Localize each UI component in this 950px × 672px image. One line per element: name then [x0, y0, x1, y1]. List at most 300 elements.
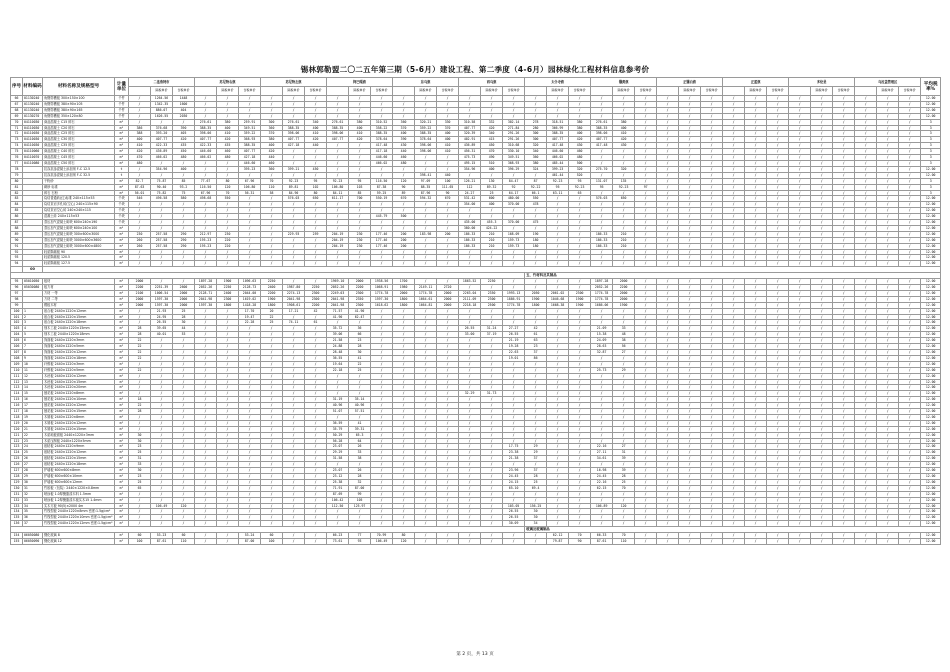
cell-seq: 101 — [11, 314, 23, 320]
cell-empty: / — [481, 456, 503, 462]
cell-empty: / — [877, 468, 899, 474]
cell-empty: / — [811, 249, 833, 255]
cell-empty: / — [789, 367, 811, 373]
cell-price: 360 — [525, 155, 547, 161]
cell-avg: 12.00 — [921, 450, 941, 456]
cell-empty: / — [745, 225, 767, 231]
cell-price: 407.77 — [547, 137, 569, 143]
cell-price: 24.15 — [503, 479, 525, 485]
cell-empty: / — [701, 503, 723, 509]
cell-empty: / — [899, 214, 921, 220]
cell-seq: 100 — [11, 308, 23, 314]
cell-price: 74.11 — [283, 320, 305, 326]
cell-name: 刨花板 2440×1220×10mm — [43, 397, 115, 403]
cell-empty: / — [173, 497, 195, 503]
cell-price: 70 — [569, 533, 591, 539]
cell-price: 435 — [217, 143, 239, 149]
cell-avg: 12.00 — [921, 379, 941, 385]
cell-empty: / — [569, 485, 591, 491]
cell-empty: / — [679, 255, 701, 261]
cell-empty: / — [613, 432, 635, 438]
cell-price: 87.61 — [591, 538, 613, 544]
cell-price: 2200 — [129, 285, 151, 291]
cell-empty: / — [195, 438, 217, 444]
cell-empty: / — [635, 160, 657, 166]
cell-price: 359.22 — [415, 125, 437, 131]
cell-price: 2720 — [437, 285, 459, 291]
cell-empty: / — [833, 491, 855, 497]
cell-empty: / — [503, 279, 525, 285]
cell-empty: / — [327, 208, 349, 214]
cell-empty: / — [833, 349, 855, 355]
cell-empty: / — [679, 302, 701, 308]
cell-empty: / — [503, 249, 525, 255]
cell-empty: / — [789, 214, 811, 220]
cell-empty: / — [789, 456, 811, 462]
cell-unit: 千件 — [115, 107, 129, 113]
cell-empty: / — [701, 515, 723, 521]
cell-empty: / — [877, 220, 899, 226]
cell-empty: / — [613, 202, 635, 208]
header-name: 材料名称及规格型号 — [43, 78, 115, 96]
cell-empty: / — [305, 515, 327, 521]
cell-empty: / — [767, 237, 789, 243]
cell-empty: / — [547, 426, 569, 432]
cell-code: 04110030 — [23, 119, 43, 125]
cell-empty: / — [371, 308, 393, 314]
cell-price: 1600 — [173, 101, 195, 107]
cell-empty: / — [481, 485, 503, 491]
cell-empty: / — [305, 438, 327, 444]
header-tax-excluded: 除税单价 — [613, 87, 635, 96]
cell-empty: / — [547, 450, 569, 456]
cell-price: 422.33 — [151, 143, 173, 149]
cell-empty: / — [657, 125, 679, 131]
cell-empty: / — [569, 320, 591, 326]
cell-empty: / — [745, 409, 767, 415]
cell-avg: 12.00 — [921, 166, 941, 172]
cell-empty: / — [305, 113, 327, 119]
cell-price: 32 — [349, 479, 371, 485]
cell-empty: / — [283, 521, 305, 527]
section-code: 00 — [23, 267, 43, 273]
cell-empty: / — [371, 385, 393, 391]
cell-empty: / — [569, 101, 591, 107]
cell-price: 87.61 — [151, 538, 173, 544]
cell-empty: / — [547, 107, 569, 113]
cell-price: 2250 — [305, 285, 327, 291]
cell-price: 29 — [613, 367, 635, 373]
cell-empty: / — [195, 468, 217, 474]
cell-price: 190 — [525, 231, 547, 237]
cell-empty: / — [195, 113, 217, 119]
cell-empty: / — [283, 220, 305, 226]
cell-avg: 12.00 — [921, 391, 941, 397]
cell-price: 90.40 — [151, 184, 173, 190]
cell-price: 531.42 — [459, 196, 481, 202]
cell-empty: / — [371, 261, 393, 267]
cell-price: 400 — [393, 131, 415, 137]
cell-empty: / — [613, 420, 635, 426]
cell-empty: / — [217, 172, 239, 178]
cell-empty: / — [415, 432, 437, 438]
cell-empty: / — [437, 379, 459, 385]
cell-empty: / — [767, 367, 789, 373]
cell-empty: / — [415, 468, 437, 474]
cell-empty: / — [371, 338, 393, 344]
cell-price: 440 — [393, 149, 415, 155]
cell-code: 35 — [23, 509, 43, 515]
cell-empty: / — [459, 261, 481, 267]
cell-empty: / — [701, 208, 723, 214]
cell-name: 胶粘板 2440×1220×15mm — [43, 456, 115, 462]
cell-empty: / — [613, 409, 635, 415]
cell-price: 1096.63 — [239, 279, 261, 285]
cell-empty: / — [767, 308, 789, 314]
cell-price: 2300 — [349, 302, 371, 308]
cell-empty: / — [151, 450, 173, 456]
cell-empty: / — [877, 214, 899, 220]
cell-empty: / — [701, 178, 723, 184]
cell-price: 1597.30 — [151, 302, 173, 308]
cell-seq: 132 — [11, 497, 23, 503]
cell-price: 386 — [129, 125, 151, 131]
cell-empty: / — [635, 96, 657, 102]
cell-empty: / — [239, 462, 261, 468]
cell-unit: 千件 — [115, 101, 129, 107]
cell-empty: / — [679, 414, 701, 420]
cell-empty: / — [525, 426, 547, 432]
cell-price: 1897.28 — [195, 279, 217, 285]
cell-empty: / — [371, 344, 393, 350]
cell-empty: / — [261, 96, 283, 102]
cell-price: 26 — [349, 444, 371, 450]
cell-empty: / — [635, 131, 657, 137]
cell-empty: / — [415, 308, 437, 314]
cell-code: 6 — [23, 338, 43, 344]
cell-price: 2052.26 — [195, 285, 217, 291]
cell-empty: / — [679, 137, 701, 143]
cell-price: 466.02 — [151, 155, 173, 161]
cell-empty: / — [173, 172, 195, 178]
cell-empty: / — [283, 426, 305, 432]
cell-price: 28 — [173, 314, 195, 320]
cell-empty: / — [591, 249, 613, 255]
cell-empty: / — [569, 361, 591, 367]
cell-empty: / — [833, 237, 855, 243]
cell-empty: / — [569, 432, 591, 438]
cell-empty: / — [877, 143, 899, 149]
cell-empty: / — [855, 533, 877, 539]
cell-empty: / — [151, 373, 173, 379]
cell-empty: / — [393, 349, 415, 355]
cell-avg: 12.00 — [921, 320, 941, 326]
cell-empty: / — [415, 509, 437, 515]
cell-avg: 12.00 — [921, 349, 941, 355]
cell-empty: / — [635, 214, 657, 220]
cell-empty: / — [569, 214, 591, 220]
cell-empty: / — [261, 255, 283, 261]
cell-empty: / — [723, 220, 745, 226]
cell-price: 320 — [613, 166, 635, 172]
cell-empty: / — [547, 438, 569, 444]
cell-code: 8 — [23, 349, 43, 355]
cell-empty: / — [173, 344, 195, 350]
cell-empty: / — [833, 521, 855, 527]
cell-empty: / — [745, 202, 767, 208]
cell-empty: / — [173, 485, 195, 491]
cell-price: 19.28 — [503, 344, 525, 350]
cell-empty: / — [151, 225, 173, 231]
cell-empty: / — [723, 178, 745, 184]
cell-unit: m² — [115, 326, 129, 332]
cell-price: 461.44 — [547, 172, 569, 178]
cell-empty: / — [723, 155, 745, 161]
cell-empty: / — [569, 414, 591, 420]
cell-price: 417.48 — [547, 143, 569, 149]
cell-price: 2000 — [613, 296, 635, 302]
cell-empty: / — [899, 279, 921, 285]
cell-empty: / — [195, 414, 217, 420]
cell-price: 22 — [129, 349, 151, 355]
cell-empty: / — [569, 409, 591, 415]
cell-empty: / — [283, 160, 305, 166]
cell-price: 611.17 — [327, 196, 349, 202]
cell-empty: / — [833, 101, 855, 107]
cell-empty: / — [657, 409, 679, 415]
cell-empty: / — [151, 214, 173, 220]
cell-empty: / — [283, 255, 305, 261]
cell-unit: m³ — [115, 237, 129, 243]
cell-empty: / — [349, 149, 371, 155]
cell-price: 2000 — [129, 302, 151, 308]
cell-empty: / — [833, 391, 855, 397]
cell-empty: / — [789, 172, 811, 178]
cell-empty: / — [811, 166, 833, 172]
cell-price: 67.96 — [239, 178, 261, 184]
cell-empty: / — [745, 474, 767, 480]
cell-empty: / — [657, 533, 679, 539]
cell-code: 30 — [23, 479, 43, 485]
cell-price: 15.38 — [591, 332, 613, 338]
cell-empty: / — [393, 462, 415, 468]
cell-price: 257.58 — [151, 243, 173, 249]
cell-code: 04110030 — [23, 137, 43, 143]
cell-name: 刨花板 2440×1220×8mm — [43, 391, 115, 397]
cell-empty: / — [701, 361, 723, 367]
cell-empty: / — [745, 302, 767, 308]
cell-empty: / — [261, 426, 283, 432]
cell-price: 2400 — [217, 290, 239, 296]
cell-empty: / — [789, 397, 811, 403]
header-blank — [327, 87, 349, 96]
header-tax-included: 含税单价 — [767, 87, 789, 96]
cell-price: 22 — [129, 344, 151, 350]
cell-empty: / — [525, 438, 547, 444]
cell-empty: / — [767, 426, 789, 432]
cell-empty: / — [129, 166, 151, 172]
cell-price: 2218.18 — [459, 302, 481, 308]
cell-avg: 12.00 — [921, 468, 941, 474]
cell-price: 340 — [481, 131, 503, 137]
cell-empty: / — [723, 409, 745, 415]
cell-empty: / — [547, 326, 569, 332]
cell-empty: / — [679, 237, 701, 243]
cell-price: 95 — [349, 178, 371, 184]
cell-empty: / — [239, 497, 261, 503]
cell-empty: / — [899, 290, 921, 296]
cell-empty: / — [547, 468, 569, 474]
cell-empty: / — [239, 468, 261, 474]
cell-empty: / — [173, 119, 195, 125]
cell-empty: / — [547, 409, 569, 415]
cell-seq: 74 — [11, 143, 23, 149]
cell-code: 04110060 — [23, 149, 43, 155]
header-blank — [657, 87, 679, 96]
cell-empty: / — [569, 491, 591, 497]
cell-empty: / — [899, 184, 921, 190]
cell-empty: / — [569, 397, 591, 403]
cell-price: 75.87 — [151, 178, 173, 184]
cell-price: 1900 — [569, 302, 591, 308]
cell-price: 195.23 — [195, 243, 217, 249]
cell-empty: / — [217, 491, 239, 497]
cell-empty: / — [481, 515, 503, 521]
cell-empty: / — [701, 432, 723, 438]
cell-empty: / — [635, 261, 657, 267]
cell-empty: / — [855, 208, 877, 214]
cell-empty: / — [525, 255, 547, 261]
cell-unit: 千块 — [115, 214, 129, 220]
cell-seq: 102 — [11, 320, 23, 326]
cell-empty: / — [591, 438, 613, 444]
cell-empty: / — [789, 308, 811, 314]
cell-avg: 12.00 — [921, 479, 941, 485]
cell-empty: / — [261, 231, 283, 237]
cell-empty: / — [261, 485, 283, 491]
cell-unit: m² — [115, 308, 129, 314]
cell-empty: / — [547, 509, 569, 515]
cell-empty: / — [789, 491, 811, 497]
cell-price: 87.63 — [129, 184, 151, 190]
cell-empty: / — [723, 101, 745, 107]
cell-empty: / — [525, 249, 547, 255]
cell-name: 胶粘板 2440×1220×12mm — [43, 450, 115, 456]
cell-empty: / — [635, 361, 657, 367]
cell-empty: / — [525, 285, 547, 291]
cell-name: 木丝板 2440×1220×12mm — [43, 373, 115, 379]
cell-empty: / — [613, 214, 635, 220]
cell-code: 7 — [23, 344, 43, 350]
cell-empty: / — [327, 255, 349, 261]
cell-seq: 84 — [11, 202, 23, 208]
cell-empty: / — [393, 249, 415, 255]
cell-price: 1618.62 — [371, 302, 393, 308]
cell-code: 17 — [23, 403, 43, 409]
cell-empty: / — [701, 320, 723, 326]
cell-empty: / — [503, 409, 525, 415]
cell-code: 01130240 — [23, 101, 43, 107]
cell-empty: / — [393, 403, 415, 409]
cell-unit: m² — [115, 349, 129, 355]
cell-empty: / — [745, 385, 767, 391]
cell-empty: / — [305, 468, 327, 474]
cell-empty: / — [701, 166, 723, 172]
cell-empty: / — [239, 450, 261, 456]
cell-empty: / — [415, 344, 437, 350]
cell-empty: / — [437, 208, 459, 214]
cell-name: 模板木材 — [43, 302, 115, 308]
cell-price: 53.24 — [239, 533, 261, 539]
cell-empty: / — [657, 391, 679, 397]
cell-empty: / — [173, 444, 195, 450]
cell-price: 402.91 — [459, 137, 481, 143]
cell-price: 410 — [437, 143, 459, 149]
cell-avg: 12.00 — [921, 409, 941, 415]
cell-empty: / — [305, 279, 327, 285]
cell-price: 103.05 — [503, 503, 525, 509]
cell-empty: / — [679, 143, 701, 149]
cell-price: 110 — [613, 538, 635, 544]
cell-price: 53.23 — [151, 533, 173, 539]
cell-empty: / — [283, 438, 305, 444]
cell-empty: / — [855, 367, 877, 373]
cell-empty: / — [261, 509, 283, 515]
cell-empty: / — [745, 367, 767, 373]
cell-price: 1900 — [217, 279, 239, 285]
cell-empty: / — [855, 184, 877, 190]
cell-empty: / — [195, 420, 217, 426]
cell-empty: / — [525, 314, 547, 320]
cell-empty: / — [283, 349, 305, 355]
cell-price: 580 — [173, 196, 195, 202]
cell-price: 2000 — [613, 279, 635, 285]
cell-price: 30 — [349, 349, 371, 355]
cell-empty: / — [283, 497, 305, 503]
cell-empty: / — [195, 101, 217, 107]
cell-price: 27.11 — [591, 450, 613, 456]
cell-empty: / — [855, 225, 877, 231]
cell-price: 100 — [261, 538, 283, 544]
header-tax-included: 含税单价 — [305, 87, 327, 96]
cell-unit: m³ — [115, 290, 129, 296]
cell-empty: / — [899, 125, 921, 131]
cell-empty: / — [789, 243, 811, 249]
cell-price: 2251.39 — [151, 285, 173, 291]
cell-empty: / — [833, 332, 855, 338]
cell-empty: / — [547, 385, 569, 391]
header-code: 材料编码 — [23, 78, 43, 96]
cell-empty: / — [261, 414, 283, 420]
cell-price: 64 — [349, 438, 371, 444]
cell-empty: / — [437, 107, 459, 113]
cell-price: 2000 — [437, 290, 459, 296]
cell-empty: / — [283, 538, 305, 544]
cell-empty: / — [657, 149, 679, 155]
cell-empty: / — [745, 361, 767, 367]
cell-price: 2350 — [481, 290, 503, 296]
cell-seq: 109 — [11, 361, 23, 367]
cell-price: 1774.78 — [591, 290, 613, 296]
cell-empty: / — [591, 426, 613, 432]
cell-empty: / — [239, 432, 261, 438]
cell-empty: / — [481, 432, 503, 438]
cell-empty: / — [239, 249, 261, 255]
cell-empty: / — [767, 119, 789, 125]
cell-price: 210 — [481, 237, 503, 243]
cell-unit: m³ — [115, 119, 129, 125]
cell-empty: / — [723, 456, 745, 462]
